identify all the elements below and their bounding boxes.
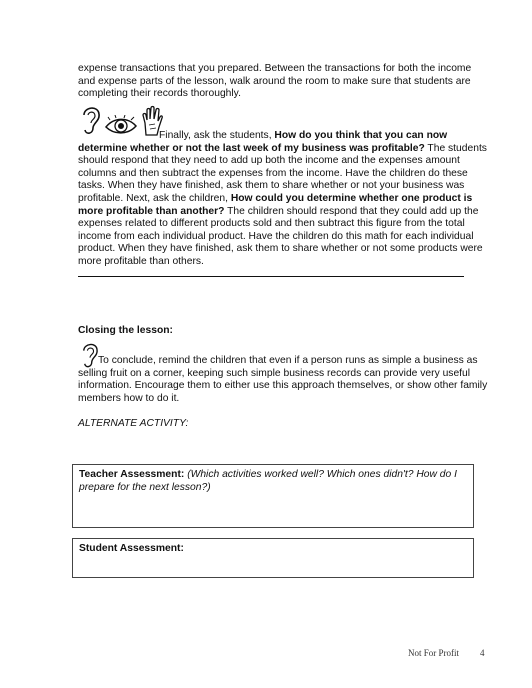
page-number: 4 <box>480 648 485 658</box>
teacher-assessment-box <box>72 464 474 528</box>
finally-text-3: The children should respond that they could add up the expenses related to different products sold and then subtract this figure from the total income from each individual product. Have the children do this math for each individual product. When they have finished, ask them to share whether or not some products were more profitable than others. <box>78 205 483 267</box>
alternate-activity: ALTERNATE ACTIVITY: <box>78 418 189 429</box>
finally-question-2: How could you determine whether one product is more profitable than another? <box>78 192 473 217</box>
finally-text-1: Finally, ask the students, <box>159 130 275 141</box>
closing-text: To conclude, remind the children that even if a person runs as simple a business as selling fruit on a corner, keeping such simple business records can provide very useful information. Encourage them to either use this approach themselves, or show other family members how to do it. <box>78 355 488 404</box>
student-assessment-label: Student Assessment: <box>79 543 184 554</box>
student-assessment-box <box>72 538 474 578</box>
finally-question-1: How do you think that you can now determine whether or not the last week of my business was profitable? <box>78 130 448 154</box>
closing-heading: Closing the lesson: <box>78 325 173 336</box>
teacher-assessment-prompt: (Which activities worked well? Which ones didn't? How do I prepare for the next lesson?) <box>79 469 457 493</box>
section-divider <box>78 276 464 277</box>
closing-paragraph <box>78 355 490 405</box>
intro-paragraph: expense transactions that you prepared. Between the transactions for both the income and expense parts of the lesson, walk around the room to make sure that students are completing their records thoroughly. <box>78 63 472 100</box>
footer-title: Not For Profit <box>408 648 460 658</box>
teacher-assessment-label: Teacher Assessment: <box>79 469 185 480</box>
finally-paragraph <box>78 130 490 269</box>
finally-text-2: The students should respond that they need to add up both the income and the expenses amount columns and then subtract the expenses from the income. Have the children do these tasks. When they have finished, ask them to share whether or not your business was profitable. Next, ask the children, <box>78 142 487 204</box>
